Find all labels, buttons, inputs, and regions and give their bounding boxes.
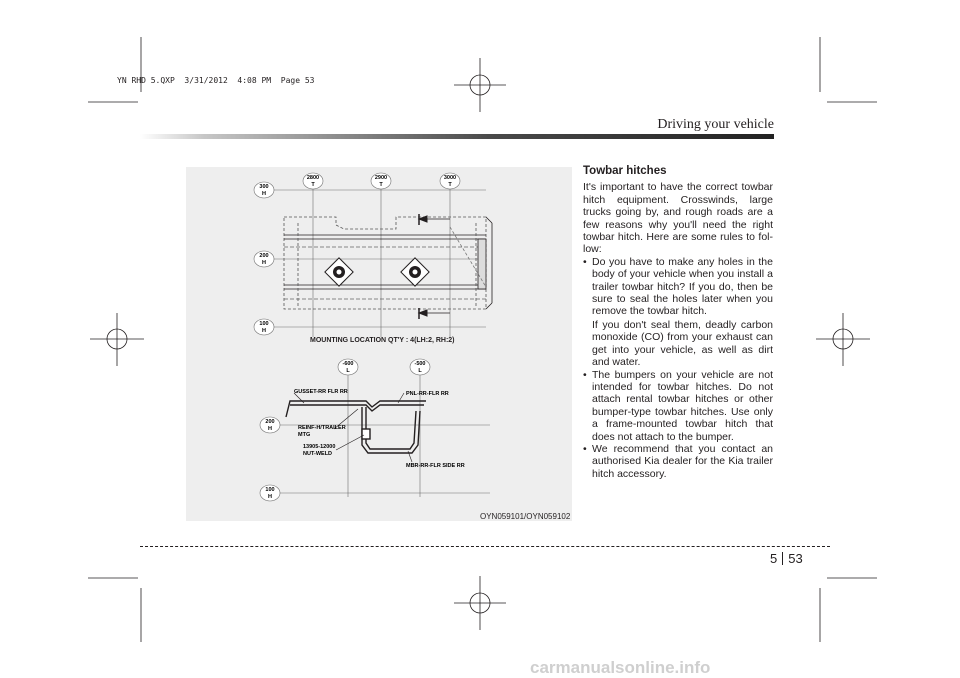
svg-text:T: T — [311, 182, 315, 188]
marker-2800t — [303, 173, 323, 189]
bullet-extra: If you don't seal them, deadly carbon monoxide (CO) from your exhaust can get into your vehicle, as well as dirt and water. — [592, 318, 773, 369]
marker-200h-top — [254, 251, 274, 267]
registration-target-bottom — [454, 576, 506, 630]
page-separator — [782, 552, 783, 565]
svg-text:2800: 2800 — [306, 175, 320, 181]
svg-text:-500: -500 — [414, 361, 426, 367]
svg-text:L: L — [418, 368, 422, 374]
registration-target-top — [454, 58, 506, 112]
svg-text:H: H — [268, 494, 272, 500]
figure-caption: OYN059101/OYN059102 — [480, 512, 571, 521]
svg-text:2900: 2900 — [374, 175, 388, 181]
svg-text:T: T — [448, 182, 452, 188]
label-mbr: MBR-RR-FLR SIDE RR — [406, 463, 465, 469]
page-number — [770, 551, 803, 566]
marker-100h-bottom — [260, 485, 280, 501]
list-item — [583, 443, 773, 480]
svg-text:H: H — [262, 328, 266, 334]
svg-text:H: H — [262, 191, 266, 197]
svg-text:H: H — [268, 426, 272, 432]
intro-paragraph: It's important to have the correct towbar hitch equipment. Crosswinds, large trucks going by, and rough roads are a few reasons why you'll need the right towbar hitch. Here are some rules to fol-low: — [583, 181, 773, 256]
label-pnl: PNL-RR-FLR RR — [406, 391, 449, 397]
bullet-icon: • — [583, 368, 587, 381]
svg-text:100: 100 — [265, 487, 275, 493]
marker-3000t — [440, 173, 460, 189]
trailer-member-plan — [284, 217, 492, 309]
chapter-number: 5 — [770, 551, 778, 566]
section-title: Driving your vehicle — [657, 117, 774, 132]
section-arrow-top — [419, 214, 450, 225]
page-number-value: 53 — [788, 551, 803, 566]
rules-list — [583, 256, 773, 480]
towbar-hitches-section — [583, 165, 773, 480]
label-gusset: GUSSET-RR FLR RR — [294, 389, 348, 395]
towbar-diagram-figure — [186, 167, 572, 521]
marker-300h — [254, 182, 274, 198]
marker-minus500l — [410, 359, 430, 375]
bullet-text: Do you have to make any holes in the body of your vehicle when you install a trailer towbar hitch? If you do, then be sure to seal the holes later when you remove the towbar hitch. — [592, 255, 773, 318]
label-nut-2: NUT-WELD — [303, 451, 333, 457]
marker-minus600l — [338, 359, 358, 375]
svg-text:200: 200 — [265, 419, 275, 425]
site-watermark: carmanualsonline.info — [530, 658, 711, 677]
print-slug: YN RHD 5.QXP 3/31/2012 4:08 PM Page 53 — [117, 76, 315, 85]
label-nut: 13905-12000 — [303, 444, 336, 450]
svg-text:L: L — [346, 368, 350, 374]
list-item — [583, 256, 773, 369]
bullet-text: We recommend that you contact an authorised Kia dealer for the Kia trailer hitch accessory. — [592, 442, 773, 480]
svg-text:200: 200 — [259, 253, 269, 259]
registration-target-right — [816, 313, 870, 366]
list-item — [583, 369, 773, 443]
svg-text:H: H — [262, 260, 266, 266]
svg-text:-600: -600 — [342, 361, 354, 367]
section-arrow-bottom — [419, 308, 450, 319]
svg-text:300: 300 — [259, 184, 269, 190]
svg-text:100: 100 — [259, 321, 269, 327]
bullet-icon: • — [583, 255, 587, 268]
footer-rule — [140, 546, 830, 547]
svg-text:3000: 3000 — [443, 175, 457, 181]
header-rule — [140, 134, 774, 139]
bullet-text: The bumpers on your vehicle are not intended for towbar hitches. Do not attach rental towbar hitches or other bumper-type towbar hitches. Use only a frame-mounted towbar hitch that does not attach to the bumper. — [592, 368, 773, 443]
registration-target-left — [90, 313, 144, 366]
label-reinf: REINF-H/TRAILER — [298, 425, 346, 431]
bullet-icon: • — [583, 442, 587, 455]
mounting-bolt-right — [401, 258, 429, 286]
marker-100h-top — [254, 319, 274, 335]
marker-200h-bottom — [260, 417, 280, 433]
marker-2900t — [371, 173, 391, 189]
towbar-diagram — [186, 167, 572, 521]
label-reinf-2: MTG — [298, 432, 311, 438]
mounting-bolt-left — [325, 258, 353, 286]
svg-text:T: T — [379, 182, 383, 188]
mounting-location-label: MOUNTING LOCATION QT'Y : 4(LH:2, RH:2) — [310, 337, 455, 344]
section-heading: Towbar hitches — [583, 165, 667, 177]
